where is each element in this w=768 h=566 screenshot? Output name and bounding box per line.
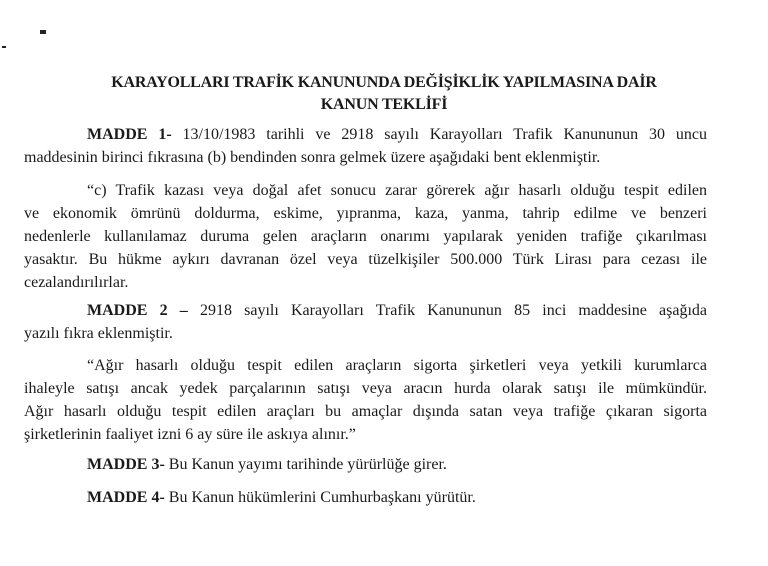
scan-speck: [40, 30, 46, 34]
article-1-label: MADDE 1-: [87, 126, 172, 143]
article-4: MADDE 4- Bu Kanun hükümlerini Cumhurbaşkanı yürütür.: [87, 489, 476, 506]
article-2-quote-line: şirketlerinin faaliyet izni 6 ay süre ile askıya alınır.”: [24, 426, 356, 443]
article-1-quote-line: nedenlerle kullanılamaz duruma gelen araçların onarımı yapılarak yeniden trafiğe çıkarılması: [24, 228, 707, 245]
scan-speck: [2, 46, 6, 48]
document-title-line2: KANUN TEKLİFİ: [320, 96, 448, 113]
article-1-quote-line: “c) Trafik kazası veya doğal afet sonucu zarar görerek ağır hasarlı olduğu tespit edilen: [87, 182, 707, 199]
article-4-label: MADDE 4-: [87, 489, 165, 506]
article-1-line-1: MADDE 1- 13/10/1983 tarihli ve 2918 sayılı Karayolları Trafik Kanununun 30 uncu: [87, 126, 707, 143]
article-2-quote-line: Ağır hasarlı olduğu tespit edilen araçları bu amaçlar dışında satan veya trafiğe çıkaran sigorta: [24, 403, 707, 420]
article-2-label: MADDE 2 –: [87, 302, 188, 319]
document-title-line1: KARAYOLLARI TRAFİK KANUNUNDA DEĞİŞİKLİK YAPILMASINA DAİR: [111, 74, 657, 91]
article-2-quote-line: ihaleyle satışı ancak yedek parçalarının satışı veya aracın hurda olarak satışı ile mümkündür.: [24, 380, 707, 397]
article-1-quote-line: ve ekonomik ömrünü doldurma, eskime, yıpranma, kaza, yanma, tahrip edilme ve benzeri: [24, 205, 707, 222]
article-2-line-2: yazılı fıkra eklenmiştir.: [24, 325, 173, 342]
article-2-line-1: MADDE 2 – 2918 sayılı Karayolları Trafik Kanununun 85 inci maddesine aşağıda: [87, 302, 708, 319]
article-3: MADDE 3- Bu Kanun yayımı tarihinde yürürlüğe girer.: [87, 456, 447, 473]
article-1-quote-line: cezalandırılırlar.: [24, 274, 129, 291]
article-3-label: MADDE 3-: [87, 456, 165, 473]
article-2-quote-line: “Ağır hasarlı olduğu tespit edilen araçların sigorta şirketleri veya yetkili kurumlarca: [87, 357, 707, 374]
article-1-line-2: maddesinin birinci fıkrasına (b) bendinden sonra gelmek üzere aşağıdaki bent eklenmiştir.: [24, 149, 601, 166]
article-1-quote-line: yasaktır. Bu hükme aykırı davranan özel veya tüzelkişiler 500.000 Türk Lirası para cezası ile: [24, 251, 707, 268]
